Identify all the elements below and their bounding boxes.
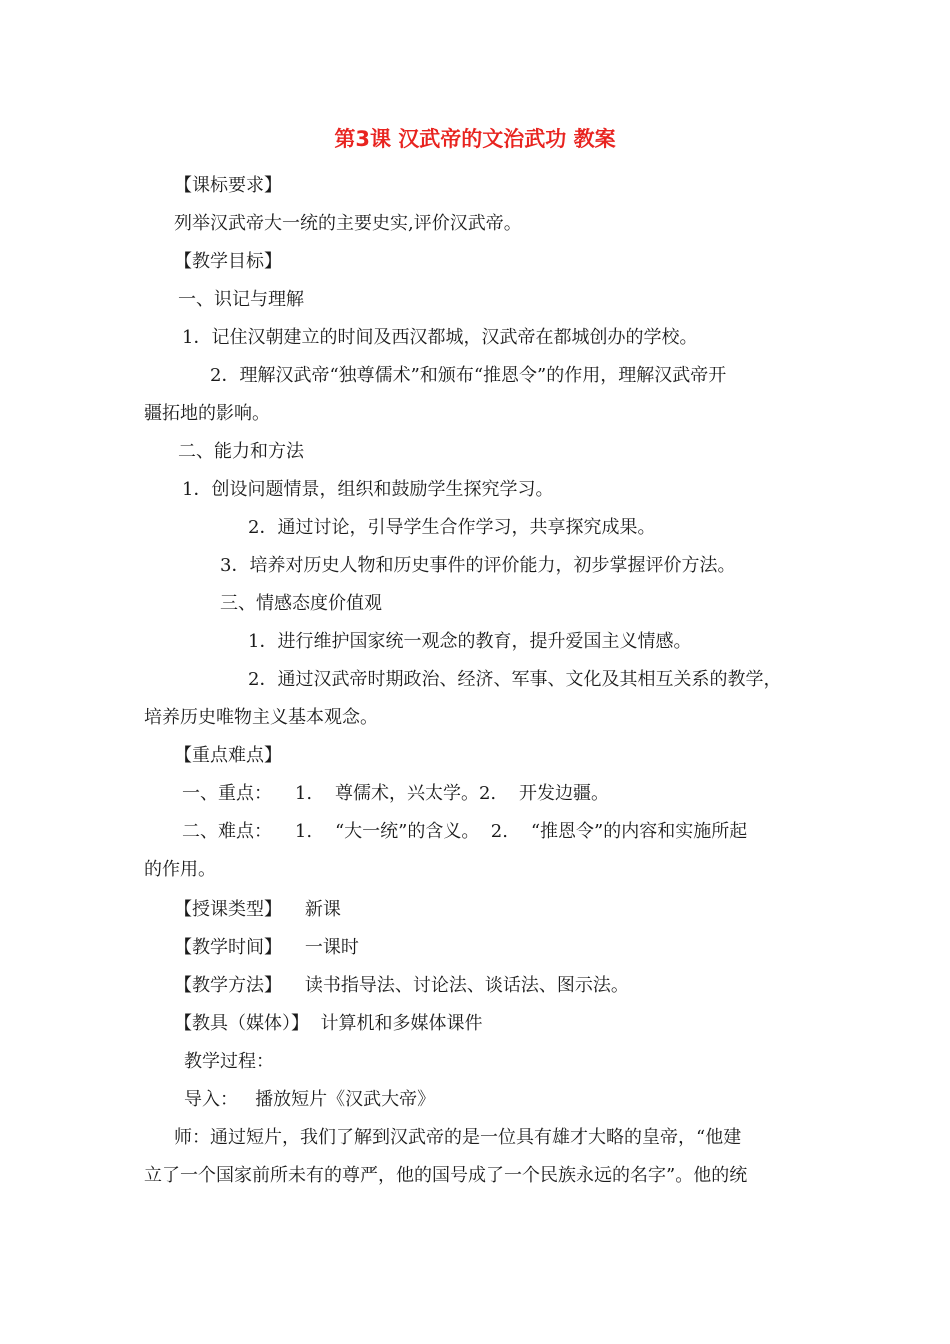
- paragraph-line: 1．进行维护国家统一观念的教育，提升爱国主义情感。: [248, 631, 692, 652]
- paragraph-line: 立了一个国家前所未有的尊严，他的国号成了一个民族永远的名字”。他的统: [144, 1165, 748, 1186]
- paragraph-line: 一、重点： 1. 尊儒术，兴太学。2. 开发边疆。: [182, 783, 610, 804]
- paragraph-line: 师：通过短片，我们了解到汉武帝的是一位具有雄才大略的皇帝，“他建: [174, 1127, 742, 1148]
- paragraph-line: 列举汉武帝大一统的主要史实,评价汉武帝。: [174, 213, 522, 234]
- paragraph-line: 二、难点： 1. “大一统”的含义。 2. “推恩令”的内容和实施所起: [182, 821, 748, 842]
- section-heading: 一、识记与理解: [178, 289, 304, 310]
- paragraph-line: 2．理解汉武帝“独尊儒术”和颁布“推恩令”的作用，理解汉武帝开: [210, 365, 727, 386]
- heading-curriculum-requirements: 【课标要求】: [174, 175, 282, 196]
- paragraph-line: 培养历史唯物主义基本观念。: [144, 707, 378, 728]
- teaching-aids: 【教具（媒体）】 计算机和多媒体课件: [174, 1013, 483, 1034]
- document-title: 第3课 汉武帝的文治武功 教案: [334, 127, 616, 151]
- paragraph-line: 的作用。: [144, 859, 216, 880]
- paragraph-line: 2．通过汉武帝时期政治、经济、军事、文化及其相互关系的教学，: [248, 669, 782, 690]
- heading-teaching-objectives: 【教学目标】: [174, 251, 282, 272]
- heading-teaching-process: 教学过程：: [184, 1051, 274, 1072]
- teaching-methods: 【教学方法】 读书指导法、讨论法、谈话法、图示法。: [174, 975, 629, 996]
- heading-key-points: 【重点难点】: [174, 745, 282, 766]
- paragraph-line: 疆拓地的影响。: [144, 403, 270, 424]
- section-heading: 三、情感态度价值观: [220, 593, 382, 614]
- paragraph-line: 2．通过讨论，引导学生合作学习，共享探究成果。: [248, 517, 656, 538]
- lesson-type: 【授课类型】 新课: [174, 899, 341, 920]
- paragraph-line: 3．培养对历史人物和历史事件的评价能力，初步掌握评价方法。: [220, 555, 736, 576]
- teaching-time: 【教学时间】 一课时: [174, 937, 359, 958]
- paragraph-line: 1．创设问题情景，组织和鼓励学生探究学习。: [182, 479, 554, 500]
- section-heading: 二、能力和方法: [178, 441, 304, 462]
- paragraph-line: 1．记住汉朝建立的时间及西汉都城，汉武帝在都城创办的学校。: [182, 327, 698, 348]
- introduction-line: 导入： 播放短片《汉武大帝》: [184, 1089, 436, 1110]
